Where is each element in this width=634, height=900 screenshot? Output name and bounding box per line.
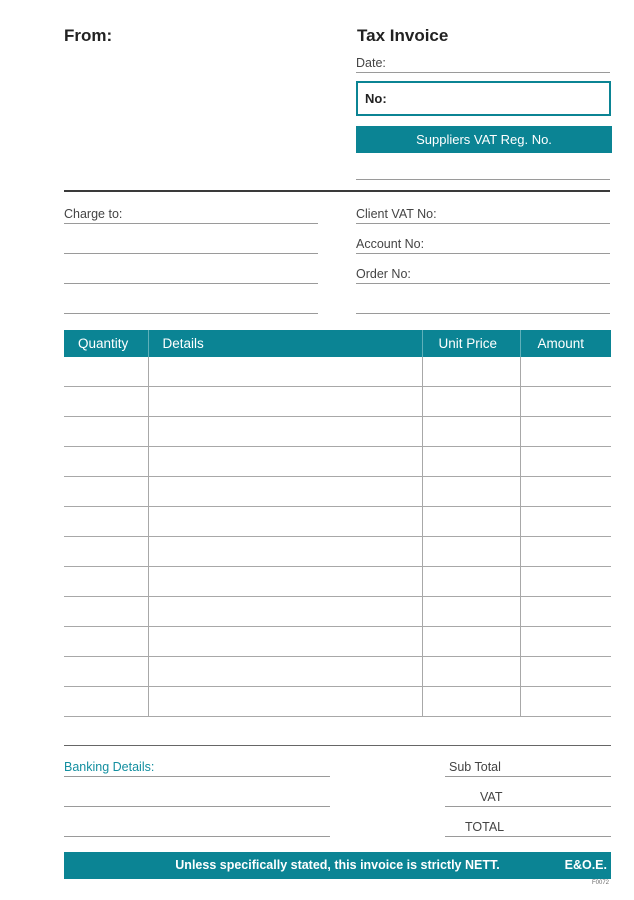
table-row: [64, 597, 611, 627]
details-cell[interactable]: [148, 687, 422, 717]
section-divider: [64, 190, 610, 192]
details-cell[interactable]: [148, 597, 422, 627]
quantity-cell[interactable]: [64, 387, 148, 417]
account-number-label: Account No:: [356, 237, 425, 251]
table-row: [64, 537, 611, 567]
column-header-unit-price: Unit Price: [422, 330, 520, 357]
amount-cell[interactable]: [520, 657, 611, 687]
banking-details-line-2[interactable]: [64, 788, 330, 807]
unit-price-cell[interactable]: [422, 507, 520, 537]
amount-cell[interactable]: [520, 597, 611, 627]
table-row: [64, 477, 611, 507]
quantity-cell[interactable]: [64, 687, 148, 717]
amount-cell[interactable]: [520, 477, 611, 507]
account-number-field[interactable]: [356, 235, 610, 254]
column-header-quantity: Quantity: [64, 330, 148, 357]
invoice-number-field[interactable]: [356, 81, 611, 116]
totals-divider: [64, 745, 611, 746]
details-cell[interactable]: [148, 627, 422, 657]
banking-details-line-3[interactable]: [64, 818, 330, 837]
details-cell[interactable]: [148, 447, 422, 477]
unit-price-cell[interactable]: [422, 627, 520, 657]
charge-to-label: Charge to:: [64, 207, 123, 221]
vat-field[interactable]: [445, 788, 611, 807]
charge-to-line-4[interactable]: [64, 295, 318, 314]
order-number-field[interactable]: [356, 265, 610, 284]
amount-cell[interactable]: [520, 627, 611, 657]
unit-price-cell[interactable]: [422, 597, 520, 627]
quantity-cell[interactable]: [64, 477, 148, 507]
quantity-cell[interactable]: [64, 567, 148, 597]
amount-cell[interactable]: [520, 447, 611, 477]
total-label: TOTAL: [465, 820, 505, 834]
client-vat-label: Client VAT No:: [356, 207, 437, 221]
table-row: [64, 657, 611, 687]
details-cell[interactable]: [148, 357, 422, 387]
column-header-amount: Amount: [520, 330, 611, 357]
amount-cell[interactable]: [520, 357, 611, 387]
unit-price-cell[interactable]: [422, 417, 520, 447]
unit-price-cell[interactable]: [422, 477, 520, 507]
table-row: [64, 507, 611, 537]
date-label: Date:: [356, 56, 386, 70]
details-cell[interactable]: [148, 477, 422, 507]
client-vat-field[interactable]: [356, 205, 610, 224]
form-code: F0072: [592, 880, 610, 886]
table-row: [64, 417, 611, 447]
quantity-cell[interactable]: [64, 627, 148, 657]
details-cell[interactable]: [148, 507, 422, 537]
payment-terms: Unless specifically stated, this invoice is strictly NETT.: [175, 858, 500, 872]
quantity-cell[interactable]: [64, 597, 148, 627]
amount-cell[interactable]: [520, 387, 611, 417]
charge-to-field[interactable]: [64, 205, 318, 224]
quantity-cell[interactable]: [64, 507, 148, 537]
amount-cell[interactable]: [520, 537, 611, 567]
unit-price-cell[interactable]: [422, 387, 520, 417]
invoice-number-label: No:: [365, 91, 387, 106]
quantity-cell[interactable]: [64, 417, 148, 447]
quantity-cell[interactable]: [64, 447, 148, 477]
amount-cell[interactable]: [520, 567, 611, 597]
column-header-details: Details: [148, 330, 422, 357]
unit-price-cell[interactable]: [422, 447, 520, 477]
details-cell[interactable]: [148, 567, 422, 597]
unit-price-cell[interactable]: [422, 657, 520, 687]
table-row: [64, 357, 611, 387]
banking-details-field[interactable]: [64, 758, 330, 777]
table-row: [64, 687, 611, 717]
document-title: Tax Invoice: [357, 26, 449, 45]
order-extra-line[interactable]: [356, 295, 610, 314]
quantity-cell[interactable]: [64, 537, 148, 567]
from-label: From:: [64, 26, 113, 45]
details-cell[interactable]: [148, 417, 422, 447]
footer-bar: [64, 852, 611, 879]
unit-price-cell[interactable]: [422, 357, 520, 387]
charge-to-line-2[interactable]: [64, 235, 318, 254]
details-cell[interactable]: [148, 387, 422, 417]
suppliers-vat-field[interactable]: [356, 161, 610, 180]
vat-label: VAT: [480, 790, 503, 804]
unit-price-cell[interactable]: [422, 537, 520, 567]
order-number-label: Order No:: [356, 267, 411, 281]
subtotal-field[interactable]: [445, 758, 611, 777]
banking-details-label: Banking Details:: [64, 760, 155, 774]
amount-cell[interactable]: [520, 507, 611, 537]
table-row: [64, 627, 611, 657]
table-row: [64, 567, 611, 597]
total-field[interactable]: [445, 818, 611, 837]
date-field[interactable]: [356, 54, 610, 73]
table-row: [64, 387, 611, 417]
table-row: [64, 447, 611, 477]
subtotal-label: Sub Total: [449, 760, 501, 774]
unit-price-cell[interactable]: [422, 567, 520, 597]
amount-cell[interactable]: [520, 417, 611, 447]
amount-cell[interactable]: [520, 687, 611, 717]
details-cell[interactable]: [148, 537, 422, 567]
errors-omissions-note: E&O.E.: [564, 858, 607, 872]
unit-price-cell[interactable]: [422, 687, 520, 717]
quantity-cell[interactable]: [64, 357, 148, 387]
charge-to-line-3[interactable]: [64, 265, 318, 284]
table-header-row: [64, 330, 611, 357]
quantity-cell[interactable]: [64, 657, 148, 687]
suppliers-vat-header: Suppliers VAT Reg. No.: [356, 126, 612, 153]
details-cell[interactable]: [148, 657, 422, 687]
line-items-table: [64, 330, 611, 717]
